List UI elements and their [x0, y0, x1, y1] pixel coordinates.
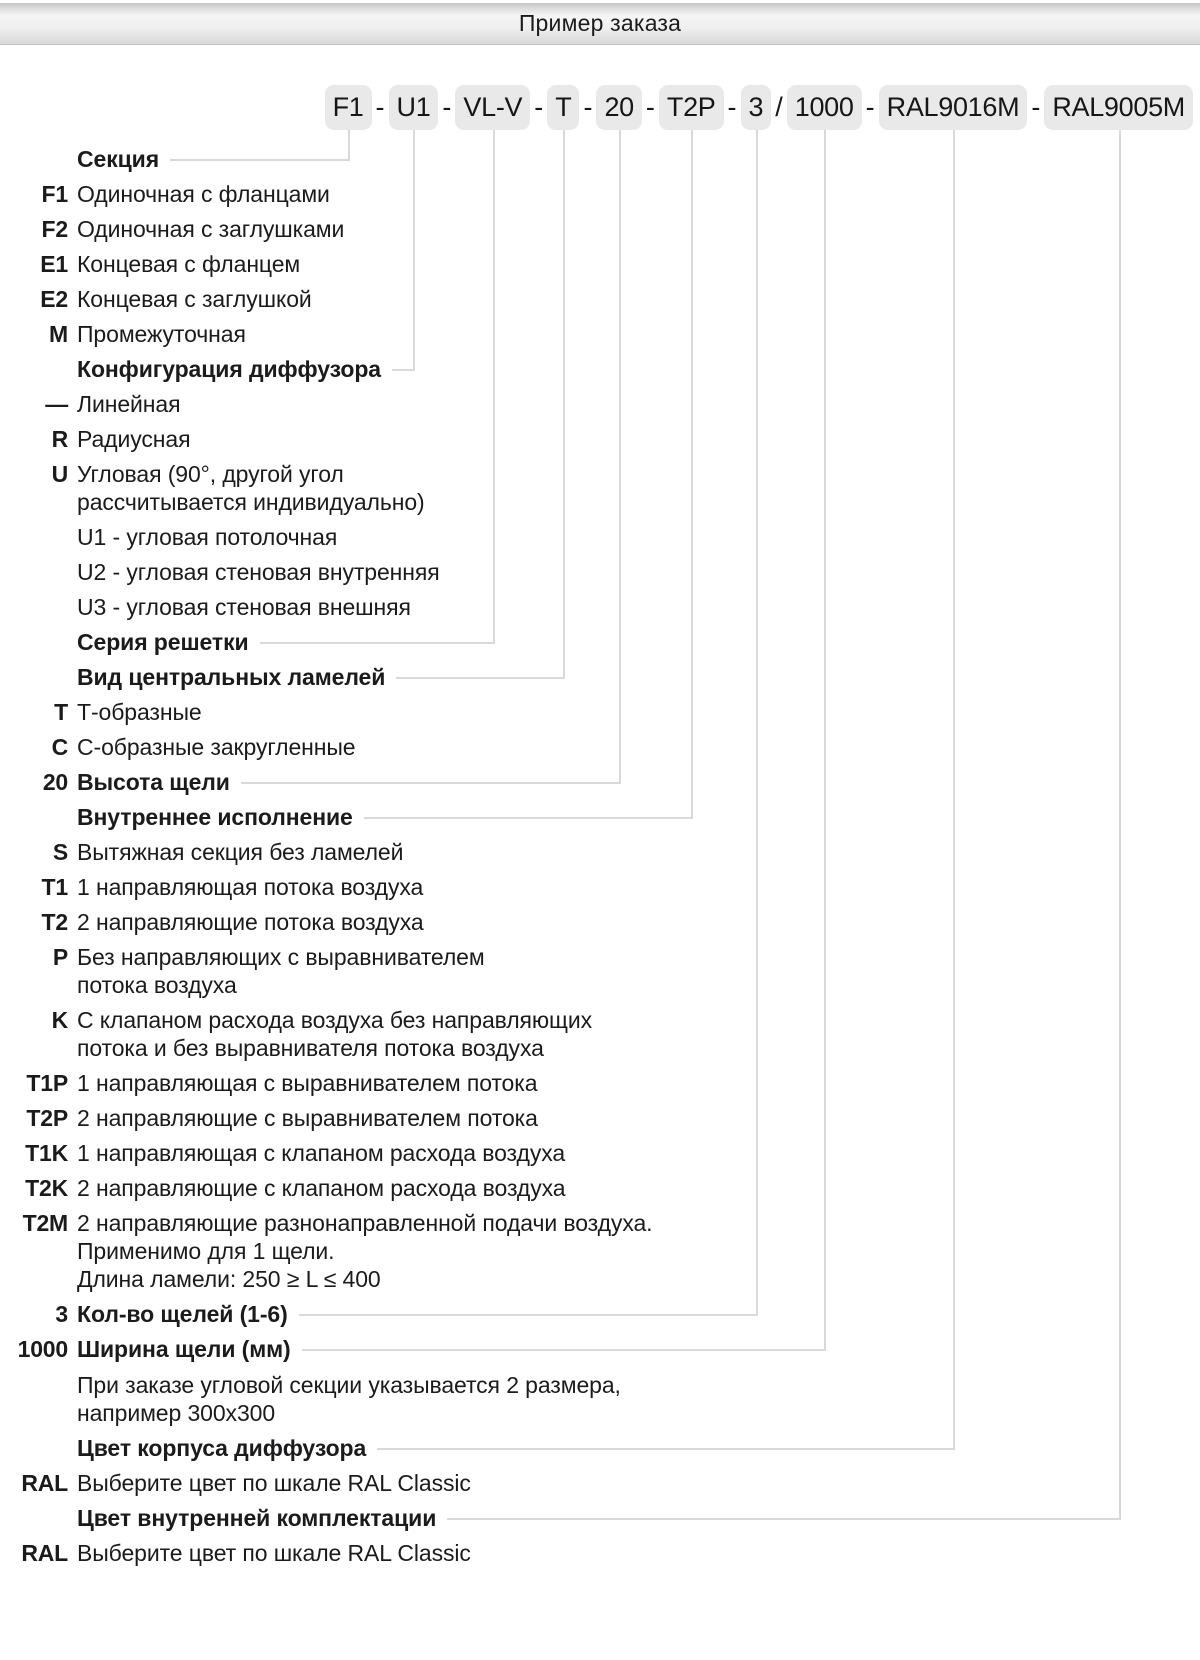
legend-row	[6, 663, 1200, 691]
legend-line: 2 направляющие потока воздуха	[77, 909, 424, 935]
legend-row	[6, 1434, 1200, 1462]
code-segment-1000: 1000	[787, 85, 862, 130]
legend-row	[6, 215, 1200, 243]
legend	[0, 145, 1200, 1567]
code-segment-T: T	[547, 85, 579, 130]
legend-row	[6, 1209, 1200, 1293]
legend-code: 20	[42, 769, 68, 795]
legend-code: RAL	[21, 1470, 68, 1496]
code-segment-20: 20	[596, 85, 641, 130]
legend-description	[77, 593, 411, 621]
legend-code: T2P	[26, 1105, 68, 1131]
legend-code: M	[49, 321, 68, 347]
legend-line: 1 направляющая с клапаном расхода воздуха	[77, 1140, 566, 1166]
legend-description	[77, 943, 485, 999]
legend-code	[6, 1504, 68, 1532]
legend-row	[6, 1539, 1200, 1567]
legend-row	[6, 838, 1200, 866]
legend-code: F1	[41, 181, 68, 207]
code-segment-U1: U1	[389, 85, 439, 130]
legend-description	[77, 558, 440, 586]
legend-code	[6, 593, 68, 621]
legend-line: Концевая с заглушкой	[77, 286, 312, 312]
legend-row	[6, 698, 1200, 726]
legend-description	[77, 320, 246, 348]
legend-row	[6, 460, 1200, 516]
legend-row	[6, 593, 1200, 621]
code-segment-VL-V: VL-V	[455, 85, 530, 130]
legend-row	[6, 180, 1200, 208]
legend-code	[6, 663, 68, 691]
legend-line	[77, 628, 249, 656]
legend-line: Выберите цвет по шкале RAL Classic	[77, 1470, 471, 1496]
legend-line	[77, 145, 159, 173]
legend-heading-text: Высота щели	[77, 769, 230, 795]
legend-line	[77, 355, 381, 383]
legend-line	[77, 663, 385, 691]
legend-row	[6, 873, 1200, 901]
legend-heading-text: Серия решетки	[77, 629, 249, 655]
legend-code	[6, 628, 68, 656]
code-separator: -	[375, 92, 385, 122]
legend-description	[77, 1209, 652, 1293]
legend-row	[6, 733, 1200, 761]
legend-row	[6, 145, 1200, 173]
legend-line: Одиночная с заглушками	[77, 216, 345, 242]
page-title: Пример заказа	[518, 10, 682, 36]
code-segment-RAL9016M: RAL9016M	[879, 85, 1028, 130]
legend-line: С клапаном расхода воздуха без направляющих	[77, 1007, 593, 1033]
legend-heading-text: Ширина щели (мм)	[77, 1336, 291, 1362]
legend-row	[6, 320, 1200, 348]
legend-code: T2K	[25, 1175, 68, 1201]
legend-heading-text: Секция	[77, 146, 160, 172]
code-segment-T2P: T2P	[659, 85, 724, 130]
legend-code	[6, 558, 68, 586]
legend-description	[77, 1469, 471, 1497]
code-separator: -	[1031, 92, 1041, 122]
legend-code: 1000	[17, 1336, 68, 1362]
legend-description	[77, 768, 230, 796]
legend-code	[6, 355, 68, 383]
legend-code: T1	[41, 874, 68, 900]
legend-code: E1	[40, 251, 68, 277]
legend-description	[77, 663, 385, 691]
legend-line: например 300x300	[77, 1400, 276, 1426]
legend-description	[77, 1069, 537, 1097]
legend-description	[77, 390, 180, 418]
legend-code: —	[45, 391, 68, 417]
legend-row	[6, 558, 1200, 586]
legend-description	[77, 425, 190, 453]
legend-line: U1 - угловая потолочная	[77, 524, 338, 550]
legend-description	[77, 523, 337, 551]
legend-line	[77, 1335, 291, 1363]
legend-code: E2	[40, 286, 68, 312]
legend-description	[77, 1504, 436, 1532]
legend-row	[6, 943, 1200, 999]
legend-row	[6, 250, 1200, 278]
legend-code	[6, 803, 68, 831]
legend-heading-text: Вид центральных ламелей	[77, 664, 386, 690]
legend-description	[77, 1174, 565, 1202]
legend-description	[77, 215, 344, 243]
legend-description	[77, 1300, 288, 1328]
legend-heading-text: Внутреннее исполнение	[77, 804, 353, 830]
legend-code: T2M	[22, 1210, 68, 1236]
code-separator: -	[442, 92, 452, 122]
legend-line: U3 - угловая стеновая внешняя	[77, 594, 411, 620]
legend-code: R	[51, 426, 68, 452]
legend-line: потока воздуха	[77, 972, 237, 998]
legend-code: T1P	[26, 1070, 68, 1096]
legend-description	[77, 628, 249, 656]
legend-line: U2 - угловая стеновая внутренняя	[77, 559, 440, 585]
legend-line: 2 направляющие с клапаном расхода воздуха	[77, 1175, 566, 1201]
legend-row	[6, 285, 1200, 313]
legend-code	[6, 1371, 68, 1427]
legend-row	[6, 425, 1200, 453]
legend-description	[77, 1139, 565, 1167]
legend-row	[6, 390, 1200, 418]
code-segment-RAL9005M: RAL9005M	[1044, 85, 1193, 130]
legend-code: 3	[55, 1301, 68, 1327]
legend-row	[6, 768, 1200, 796]
legend-description	[77, 838, 403, 866]
legend-row	[6, 1469, 1200, 1497]
code-separator: /	[775, 92, 783, 122]
code-separator: -	[534, 92, 544, 122]
legend-line	[77, 1300, 288, 1328]
legend-code: C	[51, 734, 68, 760]
legend-row	[6, 523, 1200, 551]
legend-row	[6, 803, 1200, 831]
legend-description	[77, 460, 425, 516]
legend-line: Угловая (90°, другой угол	[77, 461, 344, 487]
legend-line: Одиночная с фланцами	[77, 181, 330, 207]
legend-line: потока и без выравнивателя потока воздуха	[77, 1035, 544, 1061]
legend-code: U	[51, 461, 68, 487]
legend-description	[77, 145, 159, 173]
legend-line: 1 направляющая с выравнивателем потока	[77, 1070, 538, 1096]
legend-line	[77, 1504, 436, 1532]
legend-line: Без направляющих с выравнивателем	[77, 944, 485, 970]
legend-code: F2	[41, 216, 68, 242]
legend-row	[6, 1069, 1200, 1097]
legend-line: При заказе угловой секции указывается 2 размера,	[77, 1372, 621, 1398]
legend-heading-text: Цвет корпуса диффузора	[77, 1435, 367, 1461]
legend-line	[77, 803, 353, 831]
legend-description	[77, 698, 202, 726]
code-separator: -	[645, 92, 655, 122]
legend-heading-text: Цвет внутренней комплектации	[77, 1505, 437, 1531]
code-segment-F1: F1	[325, 85, 372, 130]
legend-description	[77, 250, 300, 278]
legend-code: T	[54, 699, 68, 725]
legend-description	[77, 908, 424, 936]
legend-code: S	[52, 839, 68, 865]
legend-line: Промежуточная	[77, 321, 246, 347]
code-separator: -	[727, 92, 737, 122]
legend-row	[6, 1006, 1200, 1062]
legend-line: Длина ламели: 250 ≥ L ≤ 400	[77, 1266, 381, 1292]
code-separator: -	[583, 92, 593, 122]
header-bar	[0, 3, 1200, 45]
legend-heading-text: Конфигурация диффузора	[77, 356, 381, 382]
legend-description	[77, 285, 312, 313]
legend-line: Вытяжная секция без ламелей	[77, 839, 404, 865]
legend-description	[77, 1434, 366, 1462]
legend-description	[77, 180, 330, 208]
legend-row	[6, 628, 1200, 656]
legend-row	[6, 908, 1200, 936]
legend-description	[77, 1371, 621, 1427]
legend-row	[6, 1104, 1200, 1132]
legend-line: Применимо для 1 щели.	[77, 1238, 335, 1264]
legend-code: P	[52, 944, 68, 970]
legend-code: RAL	[21, 1540, 68, 1566]
legend-line	[77, 768, 230, 796]
legend-row	[6, 1139, 1200, 1167]
legend-description	[77, 1006, 592, 1062]
legend-line: Т-образные	[77, 699, 202, 725]
legend-description	[77, 1539, 471, 1567]
legend-line	[77, 1434, 366, 1462]
legend-row	[6, 1335, 1200, 1363]
legend-row	[6, 1174, 1200, 1202]
legend-code	[6, 1434, 68, 1462]
legend-code: T1K	[25, 1140, 68, 1166]
legend-row	[6, 355, 1200, 383]
legend-line: С-образные закругленные	[77, 734, 356, 760]
legend-line: 1 направляющая потока воздуха	[77, 874, 424, 900]
legend-description	[77, 355, 381, 383]
legend-description	[77, 733, 355, 761]
legend-code: K	[51, 1007, 68, 1033]
legend-line: 2 направляющие разнонаправленной подачи воздуха.	[77, 1210, 653, 1236]
legend-heading-text: Кол-во щелей (1-6)	[77, 1301, 288, 1327]
legend-description	[77, 803, 353, 831]
legend-line: 2 направляющие с выравнивателем потока	[77, 1105, 538, 1131]
order-code-row	[0, 85, 1200, 130]
legend-description	[77, 1335, 291, 1363]
legend-line: рассчитывается индивидуально)	[77, 489, 425, 515]
legend-line: Радиусная	[77, 426, 191, 452]
legend-code	[6, 523, 68, 551]
legend-description	[77, 873, 423, 901]
legend-line: Выберите цвет по шкале RAL Classic	[77, 1540, 471, 1566]
legend-line: Линейная	[77, 391, 181, 417]
legend-row	[6, 1371, 1200, 1427]
legend-description	[77, 1104, 538, 1132]
legend-row	[6, 1504, 1200, 1532]
legend-code	[6, 145, 68, 173]
legend-row	[6, 1300, 1200, 1328]
code-segment-3: 3	[741, 85, 772, 130]
legend-line: Концевая с фланцем	[77, 251, 301, 277]
code-separator: -	[865, 92, 875, 122]
legend-code: T2	[41, 909, 68, 935]
